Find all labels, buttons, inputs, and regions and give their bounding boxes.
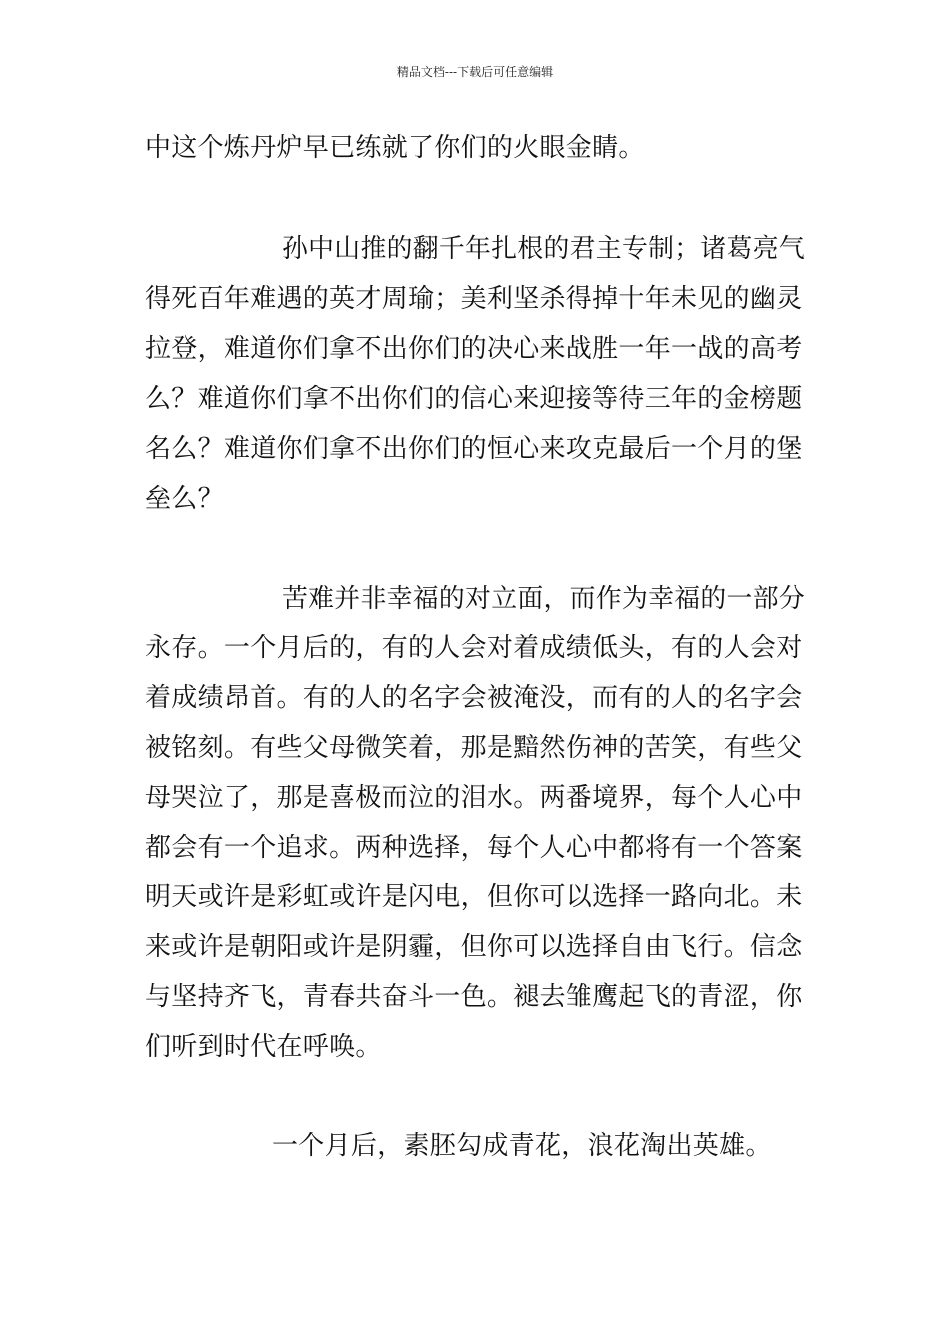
text-line: 明天或许是彩虹或许是闪电，但你可以选择一路向北。未 xyxy=(145,882,803,912)
text-line: 着成绩昂首。有的人的名字会被淹没，而有的人的名字会 xyxy=(145,683,803,713)
text-line: 与坚持齐飞，青春共奋斗一色。褪去雏鹰起飞的青涩，你 xyxy=(145,982,803,1012)
text-line: 垒么？ xyxy=(145,484,224,514)
text-line: 母哭泣了，那是喜极而泣的泪水。两番境界，每个人心中 xyxy=(145,783,803,813)
text-line: 永存。一个月后的，有的人会对着成绩低头，有的人会对 xyxy=(145,633,803,663)
text-line: 们听到时代在呼唤。 xyxy=(145,1032,382,1062)
text-line: 孙中山推的翻千年扎根的君主专制；诸葛亮气 xyxy=(282,234,806,264)
text-line: 得死百年难遇的英才周瑜；美利坚杀得掉十年未见的幽灵 xyxy=(145,284,803,314)
text-line: 被铭刻。有些父母微笑着，那是黯然伤神的苦笑，有些父 xyxy=(145,733,803,763)
text-line: 苦难并非幸福的对立面，而作为幸福的一部分 xyxy=(282,584,806,614)
text-line: 来或许是朝阳或许是阴霾，但你可以选择自由飞行。信念 xyxy=(145,932,803,962)
text-line: 都会有一个追求。两种选择，每个人心中都将有一个答案 xyxy=(145,833,803,863)
text-line: 么？难道你们拿不出你们的信心来迎接等待三年的金榜题 xyxy=(145,384,803,414)
text-line: 中这个炼丹炉早已练就了你们的火眼金睛。 xyxy=(145,133,645,163)
text-line: 名么？难道你们拿不出你们的恒心来攻克最后一个月的堡 xyxy=(145,434,803,464)
text-line: 拉登，难道你们拿不出你们的决心来战胜一年一战的高考 xyxy=(145,334,803,364)
page-header: 精品文档---下载后可任意编辑 xyxy=(396,65,554,79)
text-line: 一个月后，素胚勾成青花，浪花淘出英雄。 xyxy=(272,1131,772,1161)
